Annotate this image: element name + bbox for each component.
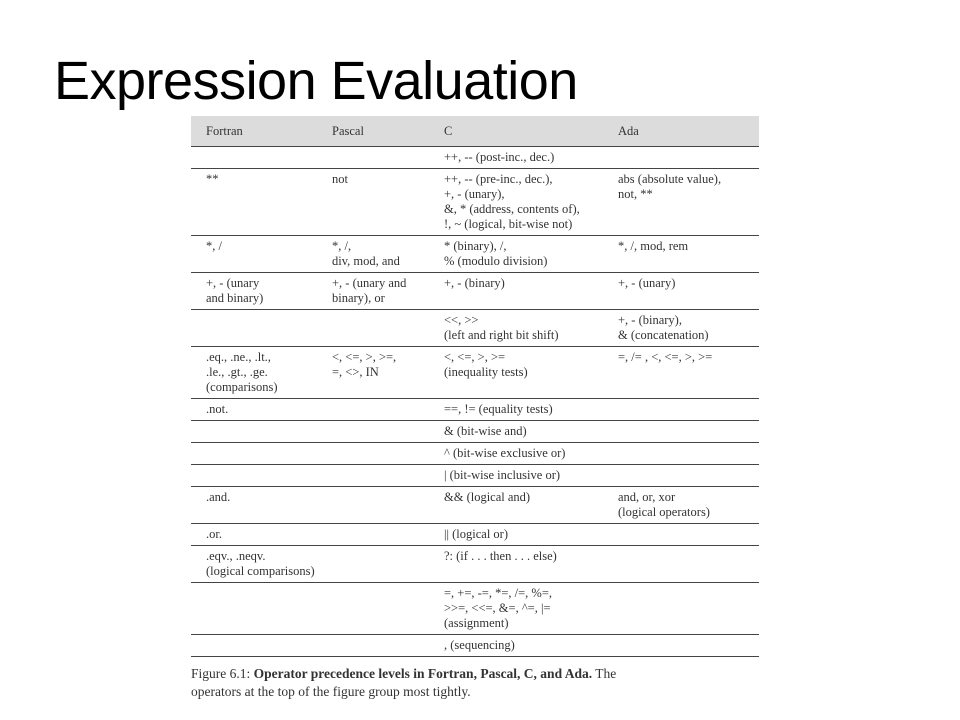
table-row xyxy=(191,169,759,236)
cell-pascal xyxy=(317,310,429,347)
cell-line: *, /, xyxy=(332,239,352,253)
cell-fortran xyxy=(191,524,317,546)
cell-c xyxy=(429,399,603,421)
cell-c xyxy=(429,583,603,635)
cell-c xyxy=(429,347,603,399)
caption-rest: The xyxy=(595,666,617,681)
cell-pascal xyxy=(317,169,429,236)
header-ada: Ada xyxy=(603,116,759,147)
cell-fortran xyxy=(191,546,317,583)
cell-line: +, - (unary), xyxy=(444,187,505,201)
cell-ada xyxy=(603,583,759,635)
cell-fortran xyxy=(191,147,317,169)
table-row xyxy=(191,399,759,421)
cell-line: ++, -- (post-inc., dec.) xyxy=(444,150,555,164)
cell-line: (logical operators) xyxy=(618,505,710,519)
cell-line: ++, -- (pre-inc., dec.), xyxy=(444,172,553,186)
cell-line: (inequality tests) xyxy=(444,365,528,379)
cell-line: *, /, mod, rem xyxy=(618,239,689,253)
cell-line: , (sequencing) xyxy=(444,638,515,652)
cell-ada xyxy=(603,347,759,399)
cell-line: (comparisons) xyxy=(206,380,278,394)
table-header-row xyxy=(191,116,759,147)
cell-ada xyxy=(603,443,759,465)
cell-line: .eqv., .neqv. xyxy=(206,549,266,563)
cell-fortran xyxy=(191,421,317,443)
cell-pascal xyxy=(317,236,429,273)
cell-ada xyxy=(603,147,759,169)
cell-ada xyxy=(603,465,759,487)
cell-line: ==, != (equality tests) xyxy=(444,402,553,416)
table-row xyxy=(191,546,759,583)
cell-line: &, * (address, contents of), xyxy=(444,202,580,216)
cell-line: ^ (bit-wise exclusive or) xyxy=(444,446,566,460)
figure xyxy=(191,116,759,701)
cell-line: =, +=, -=, *=, /=, %=, xyxy=(444,586,553,600)
cell-line: || (logical or) xyxy=(444,527,509,541)
header-fortran: Fortran xyxy=(191,116,317,147)
cell-ada xyxy=(603,273,759,310)
cell-line: +, - (unary) xyxy=(618,276,676,290)
cell-fortran xyxy=(191,273,317,310)
cell-line: abs (absolute value), xyxy=(618,172,722,186)
slide-title: Expression Evaluation xyxy=(54,51,578,111)
cell-line: .and. xyxy=(206,490,231,504)
table-row xyxy=(191,443,759,465)
cell-ada xyxy=(603,421,759,443)
cell-c xyxy=(429,443,603,465)
figure-caption xyxy=(191,665,759,701)
cell-c xyxy=(429,524,603,546)
caption-line-2: operators at the top of the figure group most tightly. xyxy=(191,684,471,699)
cell-c xyxy=(429,421,603,443)
cell-c xyxy=(429,147,603,169)
cell-ada xyxy=(603,546,759,583)
table-row xyxy=(191,273,759,310)
precedence-table xyxy=(191,116,759,657)
cell-fortran xyxy=(191,169,317,236)
cell-pascal xyxy=(317,147,429,169)
cell-line: ?: (if . . . then . . . else) xyxy=(444,549,557,563)
cell-line: ** xyxy=(206,172,219,186)
cell-line: div, mod, and xyxy=(332,254,400,268)
cell-fortran xyxy=(191,465,317,487)
caption-lead: Figure 6.1: xyxy=(191,666,251,681)
header-pascal: Pascal xyxy=(317,116,429,147)
cell-fortran xyxy=(191,443,317,465)
cell-line: & (concatenation) xyxy=(618,328,709,342)
cell-pascal xyxy=(317,421,429,443)
table-body xyxy=(191,147,759,657)
cell-line: <, <=, >, >=, xyxy=(332,350,397,364)
cell-pascal xyxy=(317,635,429,657)
header-c: C xyxy=(429,116,603,147)
cell-fortran xyxy=(191,347,317,399)
cell-line: | (bit-wise inclusive or) xyxy=(444,468,561,482)
cell-ada xyxy=(603,487,759,524)
cell-line: not, ** xyxy=(618,187,653,201)
cell-line: (logical comparisons) xyxy=(206,564,315,578)
table-row xyxy=(191,635,759,657)
cell-line: .eq., .ne., .lt., xyxy=(206,350,271,364)
cell-ada xyxy=(603,635,759,657)
cell-line: .or. xyxy=(206,527,222,541)
table-row xyxy=(191,147,759,169)
cell-c xyxy=(429,546,603,583)
cell-ada xyxy=(603,310,759,347)
cell-pascal xyxy=(317,443,429,465)
cell-line: *, / xyxy=(206,239,222,253)
cell-fortran xyxy=(191,487,317,524)
cell-pascal xyxy=(317,524,429,546)
table-row xyxy=(191,465,759,487)
cell-ada xyxy=(603,169,759,236)
cell-pascal xyxy=(317,487,429,524)
caption-bold: Operator precedence levels in Fortran, Pascal, C, and Ada. xyxy=(253,666,593,681)
cell-line: +, - (binary), xyxy=(618,313,682,327)
cell-line: not xyxy=(332,172,348,186)
cell-line: % (modulo division) xyxy=(444,254,548,268)
cell-line: =, <>, IN xyxy=(332,365,379,379)
cell-c xyxy=(429,635,603,657)
cell-c xyxy=(429,273,603,310)
table-row xyxy=(191,347,759,399)
table-row xyxy=(191,524,759,546)
cell-line: +, - (unary and xyxy=(332,276,407,290)
cell-line: (assignment) xyxy=(444,616,509,630)
cell-fortran xyxy=(191,635,317,657)
cell-pascal xyxy=(317,399,429,421)
cell-c xyxy=(429,169,603,236)
cell-pascal xyxy=(317,465,429,487)
table-row xyxy=(191,236,759,273)
cell-line: .le., .gt., .ge. xyxy=(206,365,268,379)
cell-fortran xyxy=(191,310,317,347)
cell-pascal xyxy=(317,583,429,635)
cell-c xyxy=(429,465,603,487)
cell-c xyxy=(429,487,603,524)
cell-pascal xyxy=(317,546,429,583)
cell-line: >>=, <<=, &=, ^=, |= xyxy=(444,601,551,615)
cell-pascal xyxy=(317,347,429,399)
cell-fortran xyxy=(191,399,317,421)
table-row xyxy=(191,421,759,443)
cell-fortran xyxy=(191,236,317,273)
cell-fortran xyxy=(191,583,317,635)
cell-ada xyxy=(603,524,759,546)
table-row xyxy=(191,310,759,347)
cell-line: .not. xyxy=(206,402,229,416)
cell-line: <, <=, >, >= xyxy=(444,350,506,364)
cell-line: and binary) xyxy=(206,291,264,305)
cell-line: and, or, xor xyxy=(618,490,676,504)
cell-line: (left and right bit shift) xyxy=(444,328,559,342)
cell-line: !, ~ (logical, bit-wise not) xyxy=(444,217,573,231)
cell-line: +, - (binary) xyxy=(444,276,505,290)
cell-line: binary), or xyxy=(332,291,385,305)
cell-c xyxy=(429,310,603,347)
table-row xyxy=(191,487,759,524)
cell-c xyxy=(429,236,603,273)
cell-ada xyxy=(603,399,759,421)
cell-line: <<, >> xyxy=(444,313,479,327)
cell-line: & (bit-wise and) xyxy=(444,424,527,438)
cell-line: +, - (unary xyxy=(206,276,260,290)
cell-pascal xyxy=(317,273,429,310)
cell-line: =, /= , <, <=, >, >= xyxy=(618,350,713,364)
cell-line: && (logical and) xyxy=(444,490,531,504)
table-row xyxy=(191,583,759,635)
cell-ada xyxy=(603,236,759,273)
cell-line: * (binary), /, xyxy=(444,239,507,253)
